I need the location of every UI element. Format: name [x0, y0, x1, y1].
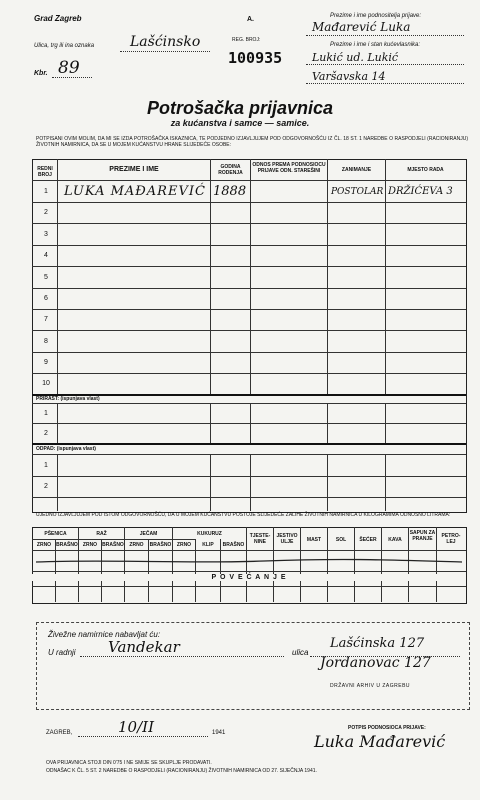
povecanje-label: P O V E Ć A N J E	[32, 574, 466, 581]
stock-other: ŠEĆER	[359, 537, 377, 543]
stock-sub: ZRNO	[129, 542, 144, 548]
row-num: 9	[44, 359, 48, 366]
prirast-row-num: 1	[44, 410, 48, 417]
stocks-intro: UJEDNO IZJAVLJUJEM POD ISTOM ODGOVORNOŠĆU, DA U MOJEM KUĆANSTVU POSTOJE SLIJEDEĆE ZALIHE ŽIVOTNIH NAMIRNICA U KILOGRAMIMA ODNOSNO LITRAMA:	[36, 512, 451, 518]
row-num: 6	[44, 295, 48, 302]
stock-sub: BRAŠNO	[222, 542, 245, 548]
row-num: 7	[44, 316, 48, 323]
price-note: OVA PRIJAVNICA STOJI DIN 0'75 I NE SMIJE SE SKUPLJE PRODAVATI.	[46, 760, 212, 766]
col-header-num: REDNI BROJ	[37, 166, 53, 178]
street-label: Ulica, trg ili ina oznaka	[34, 43, 95, 49]
row1-place: DRŽIĆEVA 3	[388, 186, 453, 197]
col-header-occupation: ZANIMANJE	[341, 167, 372, 173]
intro-text: POTPISANI OVIM MOLIM, DA MI SE IZDA POTROŠAČKA ISKAZNICA, TE PODJEDNO IZJAVLJUJEM POD ODGOVORNOŠĆU IZ ČL. 18 ST. 1 NAREDBE O RASPODJELI (RACIONIRANJU) ŽIVOTNIH NAMIRNICA, DA SE U MOJEM KUĆANSTVU HRANE SLIJEDEĆE OSOBE:	[36, 136, 468, 148]
row-num: 10	[42, 380, 50, 387]
col-header-relation: ODNOS PREMA PODNOSIOCU PRIJAVE ODN. STAREŠINI	[252, 162, 326, 174]
stock-other: KAVA	[388, 537, 402, 543]
stock-other: SOL	[335, 537, 347, 543]
owner-label: Prezime i ime i stan kućevlasnika:	[330, 42, 421, 48]
shop-value: Vandekar	[108, 638, 180, 656]
purchase-street-value-2: Jordanovac 127	[320, 655, 431, 671]
stock-sub: KLIP	[202, 542, 214, 548]
row-num: 5	[44, 274, 48, 281]
place-label: ZAGREB,	[46, 730, 73, 736]
row1-year: 1888	[213, 184, 247, 199]
col-header-name: PREZIME I IME	[109, 166, 159, 173]
stock-group: RAŽ	[96, 531, 107, 537]
row-num: 2	[44, 209, 48, 216]
row-num: 4	[44, 252, 48, 259]
col-header-year: GODINA RODENJA	[218, 164, 243, 176]
reg-label: REG. BROJ:	[232, 37, 261, 43]
row1-name: LUKA MAĐAREVIĆ	[64, 184, 206, 199]
col-header-place: MJESTO RADA	[407, 167, 444, 173]
stock-sub: ZRNO	[82, 542, 98, 548]
prirast-row-num: 2	[44, 430, 48, 437]
series-label: A.	[247, 16, 254, 23]
date-value: 10/II	[118, 718, 154, 736]
row1-occupation: POSTOLAR	[331, 187, 384, 197]
stock-sub: BRAŠNO	[56, 542, 78, 548]
stock-other: JESTIVO ULJE	[276, 533, 298, 545]
form-subtitle: za kućanstva i samce — samice.	[170, 118, 310, 128]
purchase-label: Živežne namirnice nabavljat ću:	[48, 630, 161, 639]
stock-sub: ZRNO	[176, 542, 192, 548]
stock-other: TJESTE-NINE	[249, 533, 271, 545]
reg-number: 100935	[228, 49, 283, 67]
row-num: 3	[44, 231, 48, 238]
sign-label: POTPIS PODNOSIOCA PRIJAVE:	[348, 725, 426, 731]
stocks-dash-mark	[34, 554, 464, 568]
archive-stamp: DRŽAVNI ARHIV U ZAGREBU	[330, 683, 411, 689]
stock-other: SAPUN ZA PRANJE	[409, 530, 436, 542]
stock-group: KUKURUZ	[197, 531, 222, 537]
odpad-row-num: 2	[44, 483, 48, 490]
form-title: Potrošačka prijavnica	[146, 98, 334, 118]
odpad-row-num: 1	[44, 462, 48, 469]
kbr-value: 89	[58, 58, 80, 78]
regulation-note: ODNAŠAC K ČL. 5 ST. 2 NAREDBE O RASPODJELI (RACIONIRANJU) ŽIVOTNIH NAMIRNICA OD 27. SIJEČNJA 1941.	[46, 768, 317, 774]
street-value: Lašćinsko	[130, 34, 201, 50]
stock-other: MAST	[306, 537, 322, 543]
applicant-label: Prezime i ime podnositelja prijave:	[330, 13, 422, 19]
purchase-street-label: ulica	[292, 648, 309, 657]
year-label: 1941	[212, 730, 226, 736]
stock-sub: BRAŠNO	[102, 542, 124, 548]
shop-label: U radnji	[48, 648, 76, 657]
row-num: 8	[44, 338, 48, 345]
kbr-label: Kbr.	[34, 70, 48, 77]
applicant-value: Mađarević Luka	[312, 20, 411, 34]
prirast-label: PRIRAST: (ispunjava vlast)	[36, 396, 100, 402]
stock-other: PETRO-LEJ	[441, 533, 461, 545]
stock-sub: ZRNO	[36, 542, 52, 548]
city-label: Grad Zagreb	[34, 14, 82, 23]
odpad-label: ODPAD: (ispunjava vlast)	[36, 446, 96, 452]
stock-group: JEČAM	[139, 531, 158, 537]
owner-value-2: Varšavska 14	[312, 70, 386, 83]
stock-sub: BRAŠNO	[149, 542, 172, 548]
purchase-street-value-1: Lašćinska 127	[330, 636, 425, 651]
owner-value-1: Lukić ud. Lukić	[312, 51, 399, 64]
signature: Luka Mađarević	[314, 732, 446, 751]
row-num: 1	[44, 188, 48, 195]
stock-group: PŠENICA	[44, 531, 67, 537]
